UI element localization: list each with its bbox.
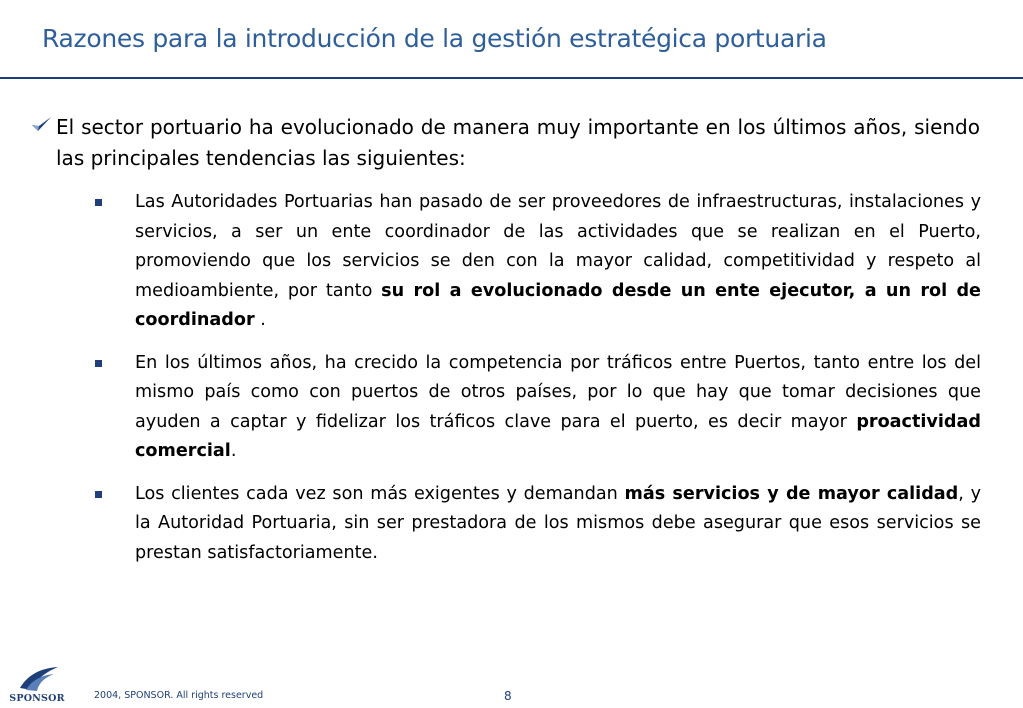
logo-text: SPONSOR bbox=[9, 693, 65, 704]
sub-bullet-item bbox=[95, 188, 981, 336]
sub-bullet-emphasis: más servicios y de mayor calidad bbox=[624, 483, 959, 504]
sub-bullet-list bbox=[95, 188, 981, 581]
sub-bullet-item bbox=[95, 480, 981, 569]
sponsor-logo-icon bbox=[6, 664, 68, 694]
main-bullet bbox=[30, 112, 980, 174]
sub-bullet-text: En los últimos años, ha crecido la competencia por tráficos entre Puertos, tanto entre los del mismo país como con puertos de otros países, por lo que hay que tomar decisiones que ayuden a captar y fidelizar los tráficos clave para el puerto, es decir mayor proactividad comercial. bbox=[135, 352, 981, 461]
main-bullet-text: El sector portuario ha evolucionado de manera muy importante en los últimos años, siendo las principales tendencias las siguientes: bbox=[56, 115, 980, 170]
sub-bullet-item bbox=[95, 349, 981, 467]
sub-bullet-text: Los clientes cada vez son más exigentes y demandan más servicios y de mayor calidad, y la Autoridad Portuaria, sin ser prestadora de los mismos debe asegurar que esos servicios se prestan satisfactoriamente. bbox=[135, 483, 981, 563]
slide-title: Razones para la introducción de la gestión estratégica portuaria bbox=[42, 24, 827, 53]
copyright-text: 2004, SPONSOR. All rights reserved bbox=[94, 690, 264, 701]
sponsor-logo bbox=[6, 664, 68, 704]
square-bullet-icon bbox=[95, 360, 102, 367]
sub-bullet-emphasis: proactividad comercial bbox=[135, 411, 981, 461]
checkmark-icon bbox=[30, 115, 52, 133]
square-bullet-icon bbox=[95, 491, 102, 498]
square-bullet-icon bbox=[95, 199, 102, 206]
title-divider bbox=[0, 77, 1023, 79]
sub-bullet-text: Las Autoridades Portuarias han pasado de ser proveedores de infraestructuras, instalaciones y servicios, a ser un ente coordinador de las actividades que se realizan en el Puerto, promoviendo que los servicios se den con la mayor calidad, competitividad y respeto al medioambiente, por tanto su rol a evolucionado desde un ente ejecutor, a un rol de coordinador . bbox=[135, 192, 981, 330]
page-number: 8 bbox=[504, 689, 512, 703]
sub-bullet-emphasis: su rol a evolucionado desde un ente ejecutor, a un rol de coordinador bbox=[135, 280, 981, 330]
